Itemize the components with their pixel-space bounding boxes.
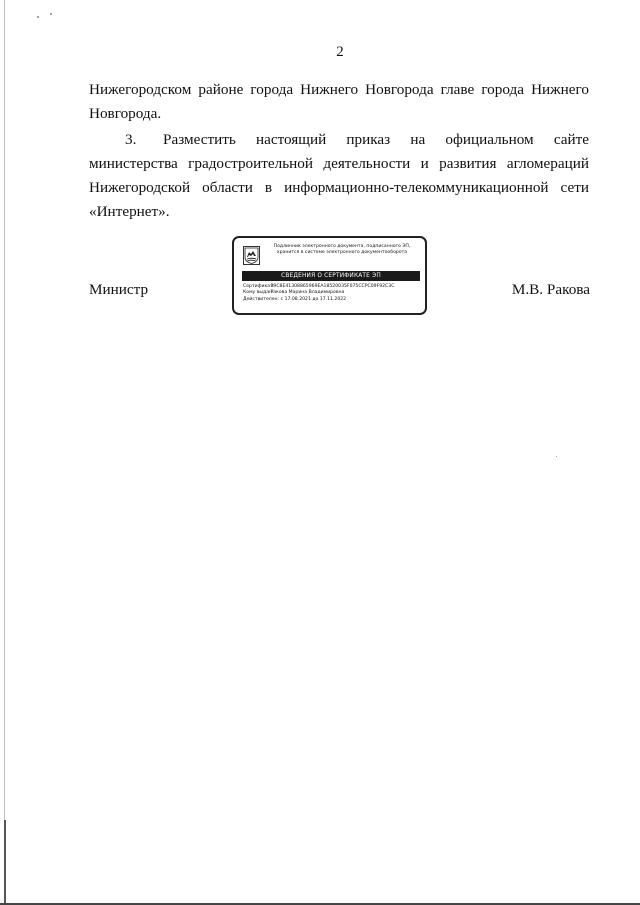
- coat-of-arms-icon: [243, 246, 260, 265]
- issued-to-label: Кому выдан:: [243, 290, 274, 296]
- item-number: 3.: [125, 131, 137, 148]
- signer-name: М.В. Ракова: [511, 281, 590, 298]
- scan-speck: [556, 456, 557, 457]
- issued-to-value: Ракова Марина Владимировна: [270, 290, 345, 296]
- body-text: [89, 78, 589, 224]
- scan-speck: [50, 13, 52, 15]
- scan-speck: [37, 16, 39, 18]
- stamp-header: СВЕДЕНИЯ О СЕРТИФИКАТЕ ЭП: [242, 271, 420, 281]
- certificate-details: [243, 284, 423, 303]
- paragraph-item-3: [89, 128, 589, 224]
- stamp-notice: Подлинник электронного документа, подписанного ЭП, хранится в системе электронного документооборота: [273, 244, 411, 255]
- validity-label: Действителен:: [243, 296, 280, 302]
- certificate-label: Сертификат:: [243, 284, 275, 289]
- paragraph-continuation: Нижегородском районе города Нижнего Новгорода главе города Нижнего Новгорода.: [89, 81, 589, 122]
- electronic-signature-stamp: [232, 236, 427, 315]
- validity-line: [243, 297, 423, 303]
- validity-value: с 17.08.2021 до 17.11.2022: [280, 296, 347, 302]
- scan-left-edge-shadow: [4, 820, 6, 905]
- signer-position: Министр: [89, 281, 149, 298]
- item-text: Разместить настоящий приказ на официальном сайте министерства градостроительной деятельности и развития агломераций Нижегородской области в информационно-телекоммуникационной сети «Интернет».: [89, 131, 589, 220]
- scan-left-edge: [4, 0, 5, 905]
- page-number: 2: [336, 44, 344, 60]
- certificate-value: 39C8E41308865969EA18520035F075CCPC09F92C3C: [270, 284, 395, 289]
